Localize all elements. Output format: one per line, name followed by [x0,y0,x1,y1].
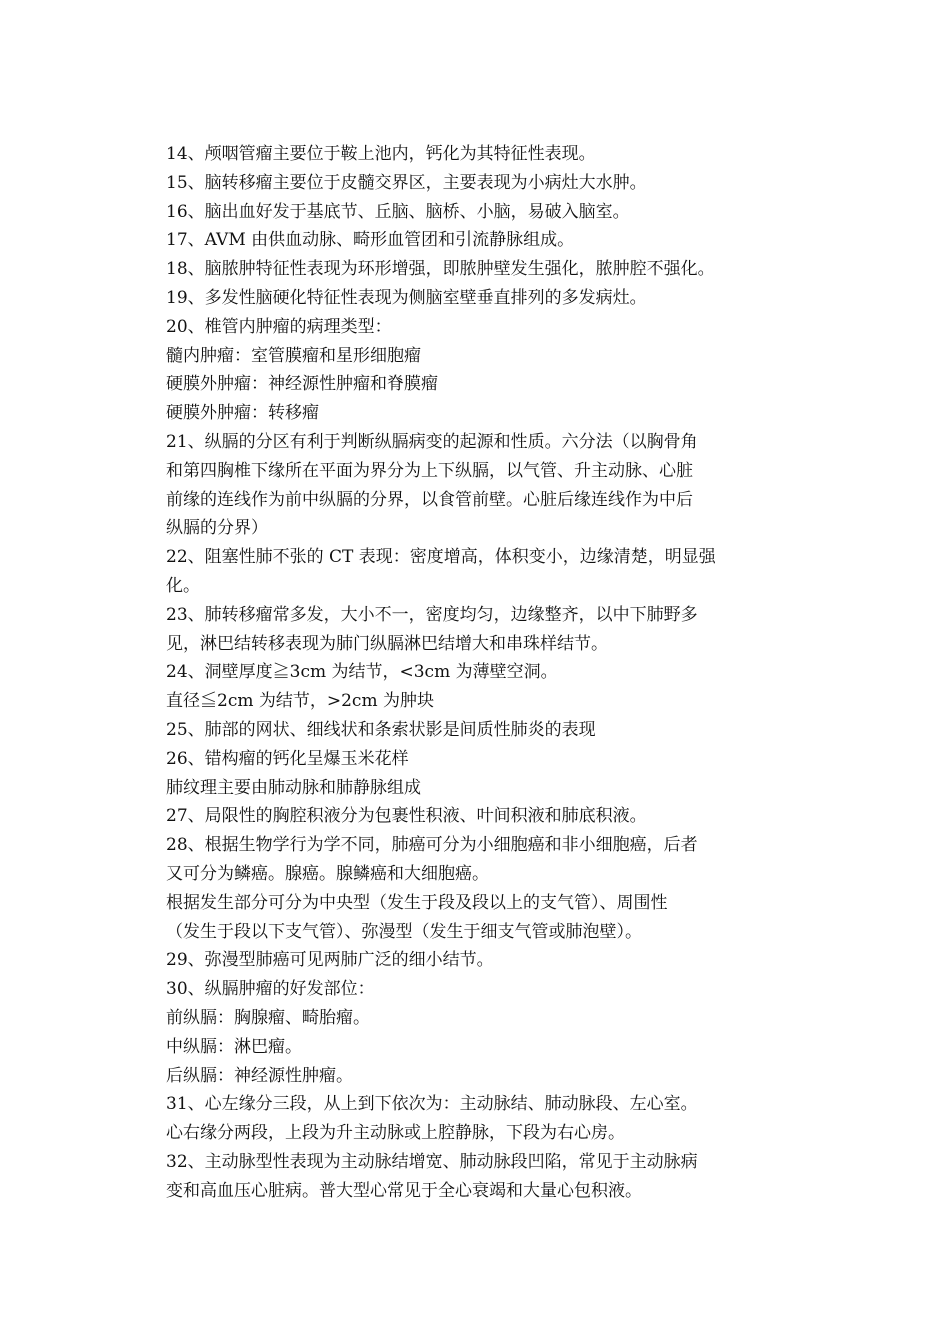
text-line: 23、肺转移瘤常多发，大小不一，密度均匀，边缘整齐，以中下肺野多 [166,604,698,625]
text-line: 化。 [166,575,200,596]
text-line: 31、心左缘分三段，从上到下依次为：主动脉结、肺动脉段、左心室。 [166,1094,698,1115]
text-line: 根据发生部分可分为中央型（发生于段及段以上的支气管）、周围性 [166,892,668,913]
text-line: 中纵膈：淋巴瘤。 [166,1036,302,1057]
text-line: 直径≦2cm 为结节，>2cm 为肿块 [166,691,434,712]
text-line: 19、多发性脑硬化特征性表现为侧脑室壁垂直排列的多发病灶。 [166,287,647,308]
text-line: 和第四胸椎下缘所在平面为界分为上下纵膈，以气管、升主动脉、心脏 [166,460,693,481]
text-line: 26、错构瘤的钙化呈爆玉米花样 [166,748,409,769]
text-line: 见，淋巴结转移表现为肺门纵膈淋巴结增大和串珠样结节。 [166,633,608,654]
text-line: （发生于段以下支气管）、弥漫型（发生于细支气管或肺泡壁）。 [166,921,642,942]
text-line: 22、阻塞性肺不张的 CT 表现：密度增高，体积变小，边缘清楚，明显强 [166,547,716,568]
text-line: 20、椎管内肿瘤的病理类型： [166,316,392,337]
text-line: 17、AVM 由供血动脉、畸形血管团和引流静脉组成。 [166,230,575,251]
text-line: 硬膜外肿瘤：神经源性肿瘤和脊膜瘤 [166,374,438,395]
text-line: 又可分为鳞癌。腺癌。腺鳞癌和大细胞癌。 [166,863,489,884]
text-line: 32、主动脉型性表现为主动脉结增宽、肺动脉段凹陷，常见于主动脉病 [166,1151,698,1172]
text-line: 15、脑转移瘤主要位于皮髓交界区，主要表现为小病灶大水肿。 [166,172,647,193]
text-line: 21、纵膈的分区有利于判断纵膈病变的起源和性质。六分法（以胸骨角 [166,431,698,452]
text-line: 27、局限性的胸腔积液分为包裹性积液、叶间积液和肺底积液。 [166,806,647,827]
text-line: 24、洞壁厚度≧3cm 为结节，<3cm 为薄壁空洞。 [166,662,558,683]
text-line: 肺纹理主要由肺动脉和肺静脉组成 [166,777,421,798]
text-line: 14、颅咽管瘤主要位于鞍上池内，钙化为其特征性表现。 [166,144,596,164]
text-line: 硬膜外肿瘤：转移瘤 [166,403,319,424]
text-line: 髓内肿瘤：室管膜瘤和星形细胞瘤 [166,345,421,366]
text-line: 前缘的连线作为前中纵膈的分界，以食管前壁。心脏后缘连线作为中后 [166,489,693,510]
text-line: 16、脑出血好发于基底节、丘脑、脑桥、小脑，易破入脑室。 [166,201,630,222]
text-line: 后纵膈：神经源性肿瘤。 [166,1065,353,1086]
document-body [166,140,786,1205]
text-line: 变和高血压心脏病。普大型心常见于全心衰竭和大量心包积液。 [166,1180,642,1201]
text-line: 25、肺部的网状、细线状和条索状影是间质性肺炎的表现 [166,719,596,740]
text-line: 前纵膈：胸腺瘤、畸胎瘤。 [166,1007,370,1028]
text-line: 30、纵膈肿瘤的好发部位： [166,979,375,1000]
text-line: 心右缘分两段，上段为升主动脉或上腔静脉，下段为右心房。 [166,1123,625,1144]
text-line: 29、弥漫型肺癌可见两肺广泛的细小结节。 [166,950,494,971]
text-line: 纵膈的分界） [166,518,268,539]
text-line: 18、脑脓肿特征性表现为环形增强，即脓肿壁发生强化，脓肿腔不强化。 [166,259,715,280]
text-line: 28、根据生物学行为学不同，肺癌可分为小细胞癌和非小细胞癌，后者 [166,835,698,856]
